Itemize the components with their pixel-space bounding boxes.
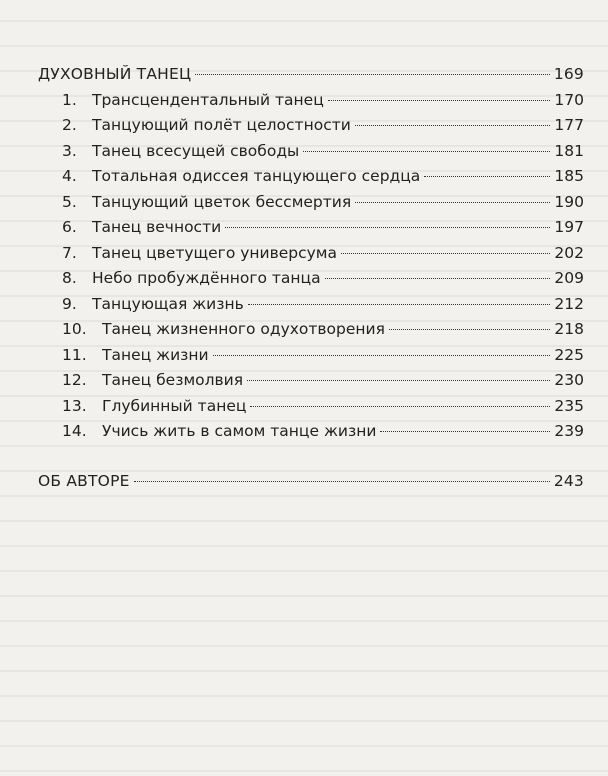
page-number: 218: [554, 320, 584, 338]
page-number: 169: [553, 65, 584, 83]
toc-chapter-12[interactable]: [38, 368, 584, 394]
dot-leader: [355, 125, 550, 126]
page-number: 243: [553, 471, 584, 490]
chapter-number: 5.: [62, 192, 77, 211]
chapter-title: Тотальная одиссея танцующего сердца: [92, 167, 421, 185]
chapter-number: 13.: [62, 396, 87, 415]
dot-leader: [380, 431, 550, 432]
chapter-title: Танец жизненного одухотворения: [102, 320, 385, 338]
chapter-number: 1.: [62, 90, 77, 109]
page-number: 212: [554, 294, 584, 313]
dot-leader: [328, 100, 550, 101]
chapter-number: 9.: [62, 294, 77, 313]
chapter-title: Танец вечности: [92, 218, 222, 236]
chapter-title: Танец безмолвия: [102, 371, 244, 389]
chapter-title: Танцующий полёт целостности: [92, 116, 351, 134]
dot-leader: [250, 406, 550, 407]
chapter-title: Танец жизни: [102, 345, 209, 364]
chapter-title: Танец цветущего универсума: [92, 243, 338, 262]
page-number: 239: [554, 422, 584, 440]
chapter-title: Танцующая жизнь: [92, 294, 244, 313]
section-title: ДУХОВНЫЙ ТАНЕЦ: [38, 65, 192, 83]
table-of-contents: [38, 62, 584, 494]
dot-leader: [248, 304, 550, 305]
toc-chapter-2[interactable]: [38, 113, 584, 139]
dot-leader: [303, 151, 550, 152]
page-number: 181: [554, 141, 584, 160]
toc-chapter-11[interactable]: [38, 343, 584, 369]
chapter-number: 3.: [62, 141, 77, 160]
page-number: 209: [554, 269, 584, 287]
toc-section-spiritual-dance[interactable]: [38, 62, 584, 88]
dot-leader: [389, 329, 550, 330]
chapter-number: 4.: [62, 167, 77, 185]
chapter-title: Трансцендентальный танец: [92, 90, 324, 109]
page-number: 190: [554, 192, 584, 211]
toc-chapter-3[interactable]: [38, 139, 584, 165]
dot-leader: [213, 355, 550, 356]
section-title: ОБ АВТОРЕ: [38, 471, 130, 490]
dot-leader: [424, 176, 550, 177]
chapter-number: 8.: [62, 269, 77, 287]
toc-chapter-5[interactable]: [38, 190, 584, 216]
page-number: 177: [554, 116, 584, 134]
page-number: 202: [554, 243, 584, 262]
spacer: [38, 445, 584, 469]
chapter-number: 2.: [62, 116, 77, 134]
dot-leader: [325, 278, 550, 279]
page-number: 185: [554, 167, 584, 185]
chapter-number: 7.: [62, 243, 77, 262]
dot-leader: [225, 227, 550, 228]
toc-chapter-1[interactable]: [38, 88, 584, 114]
dot-leader: [341, 253, 550, 254]
chapter-title: Небо пробуждённого танца: [92, 269, 321, 287]
page-number: 197: [554, 218, 584, 236]
dot-leader: [247, 380, 550, 381]
chapter-number: 11.: [62, 345, 87, 364]
toc-chapter-9[interactable]: [38, 292, 584, 318]
toc-chapter-4[interactable]: [38, 164, 584, 190]
toc-chapter-13[interactable]: [38, 394, 584, 420]
toc-chapter-10[interactable]: [38, 317, 584, 343]
toc-section-about-author[interactable]: [38, 469, 584, 495]
chapter-title: Учись жить в самом танце жизни: [102, 422, 377, 440]
dot-leader: [195, 74, 550, 75]
toc-chapter-8[interactable]: [38, 266, 584, 292]
chapter-number: 14.: [62, 422, 87, 440]
dot-leader: [355, 202, 550, 203]
page-number: 170: [554, 90, 584, 109]
toc-chapter-14[interactable]: [38, 419, 584, 445]
chapter-number: 6.: [62, 218, 77, 236]
page-number: 225: [554, 345, 584, 364]
page-number: 230: [554, 371, 584, 389]
chapter-title: Танец всесущей свободы: [92, 141, 300, 160]
page-number: 235: [554, 396, 584, 415]
chapter-title: Глубинный танец: [102, 396, 247, 415]
dot-leader: [134, 481, 550, 482]
chapter-number: 10.: [62, 320, 87, 338]
chapter-number: 12.: [62, 371, 87, 389]
chapter-title: Танцующий цветок бессмертия: [92, 192, 352, 211]
toc-chapter-7[interactable]: [38, 241, 584, 267]
toc-chapter-6[interactable]: [38, 215, 584, 241]
